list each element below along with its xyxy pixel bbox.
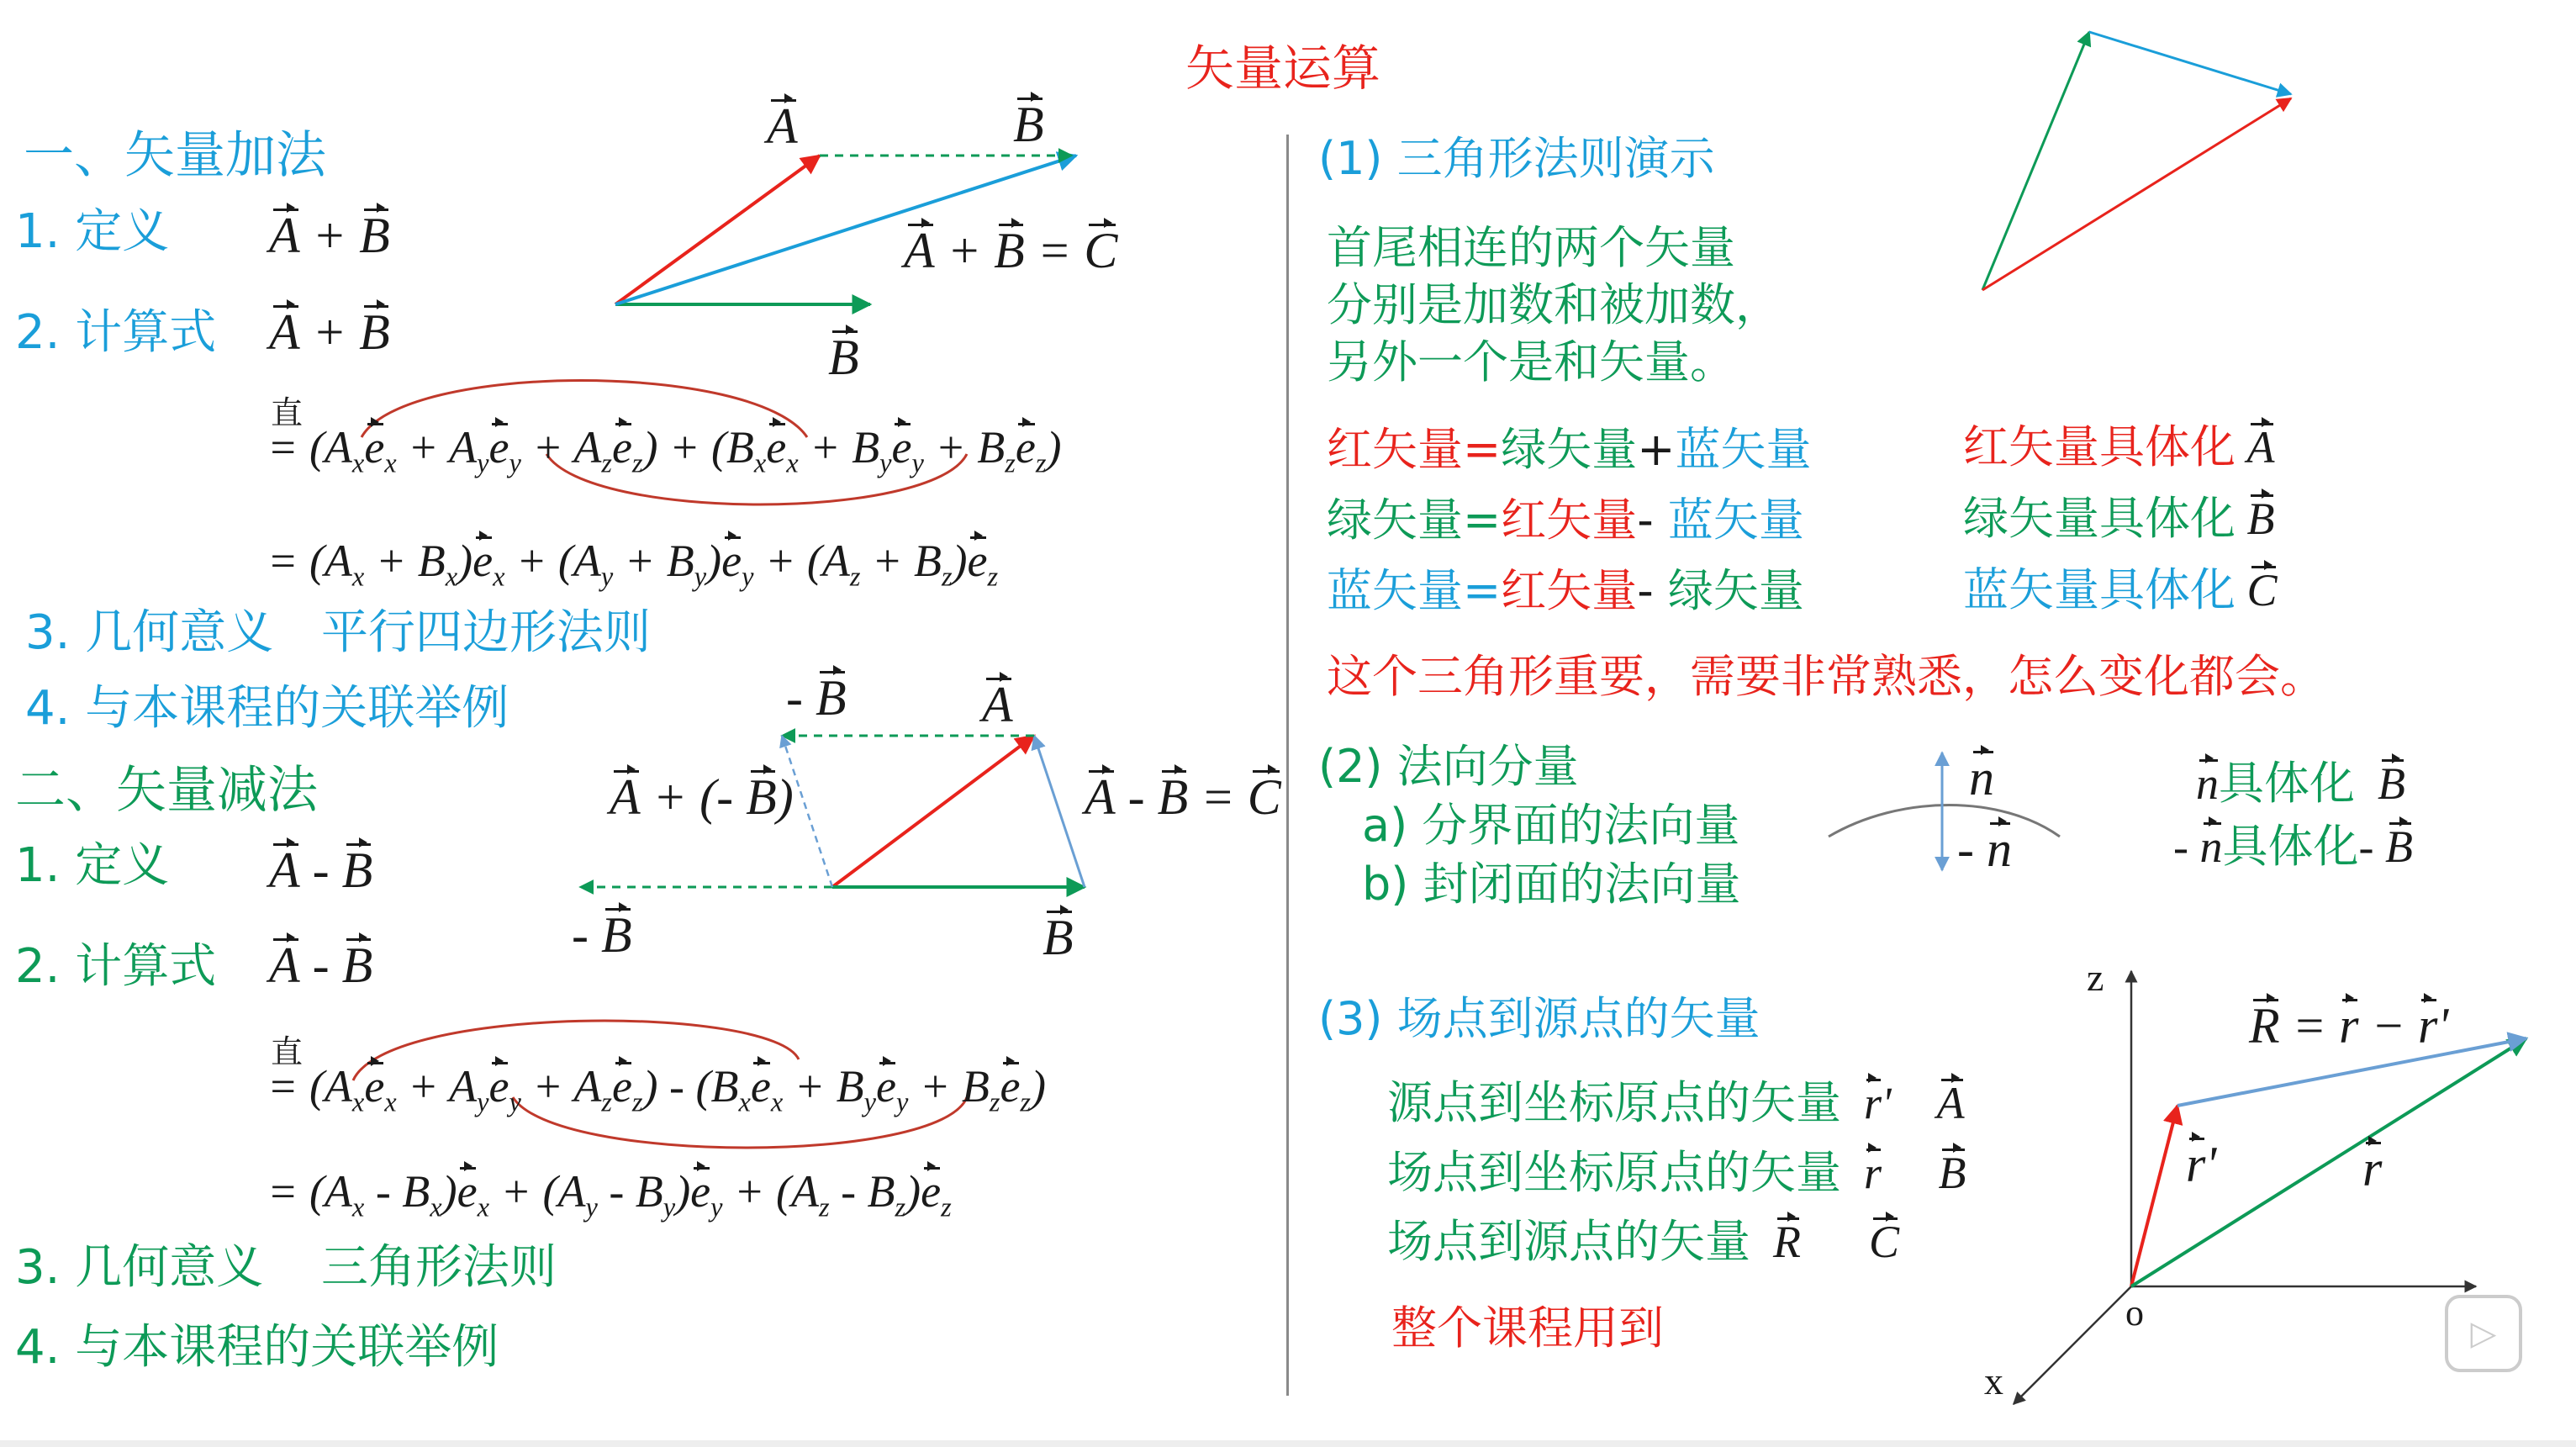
s3-footer: 整个课程用到 (1391, 1302, 1664, 1355)
x-axis (2014, 1286, 2131, 1404)
addition-calc-label: 2. 计算式 (15, 305, 217, 360)
s1-desc-line-3: 另外一个是和矢量。 (1327, 335, 1735, 388)
column-divider (1286, 135, 1289, 1396)
s1-eq-3: 蓝矢量=红矢量- 绿矢量 (1327, 564, 1804, 617)
subtraction-calc-label: 2. 计算式 (15, 939, 217, 994)
subtraction-heading: 二、矢量减法 (15, 761, 318, 820)
blue-vector (2089, 32, 2291, 94)
vector-a-arrow (615, 156, 820, 304)
surface-arc (1829, 805, 2060, 837)
expansion-line-2: = $(A_x + B_x)e_x + (A_y + B_y)e_y + (A_z + B_z)e_z$ (267, 536, 999, 593)
addition-definition-formula: A + B (269, 208, 390, 263)
subtraction-course-label: 4. 与本课程的关联举例 (15, 1320, 499, 1375)
s3-row-2: 场点到坐标原点的矢量 r B (1387, 1146, 1966, 1199)
label-a-plus-minus-b: A + (- B) (610, 769, 794, 825)
vector-a-minus-b-arrow (1034, 736, 1085, 887)
label-minus-n: - n (1957, 821, 2012, 877)
addition-definition-label: 1. 定义 (15, 204, 170, 259)
triangle-demo (1982, 32, 2291, 290)
subtraction-geo-label: 3. 几何意义 (15, 1240, 264, 1295)
label-r: r (2362, 1141, 2383, 1196)
label-a-plus-b-eq-c: A + B = C (904, 223, 1118, 278)
s1-spec-blue: 蓝矢量具体化 C (1963, 563, 2278, 616)
s2-heading: (2) 法向分量 (1318, 740, 1579, 793)
s2-item-b: b) 封闭面的法向量 (1362, 858, 1741, 911)
label-r-eq: R = r − r' (2249, 998, 2449, 1054)
addition-geo-label: 3. 几何意义 (25, 605, 274, 660)
label-b: B (1013, 97, 1044, 152)
sub-expansion-line-1: = $(A_xe_x + A_ye_y + A_ze_z) - (B_xe_x + B_ye_y + B_ze_z)$ (267, 1061, 1046, 1118)
page-title: 矢量运算 (1185, 40, 1381, 97)
subtraction-geo-value: 三角形法则 (321, 1240, 557, 1295)
subtraction-definition-label: 1. 定义 (15, 838, 170, 893)
origin-label: o (2125, 1292, 2144, 1333)
x-axis-label: x (1984, 1360, 2003, 1402)
red-vector (1982, 98, 2291, 290)
cond-note-sub: 直 (271, 1033, 304, 1070)
normal-diagram (1829, 750, 2060, 870)
label-a-minus-b-eq-c: A - B = C (1085, 769, 1281, 825)
green-vector (1982, 32, 2089, 290)
s1-desc-line-1: 首尾相连的两个矢量 (1327, 221, 1735, 274)
label-r-prime: r' (2186, 1137, 2217, 1192)
s1-heading: (1) 三角形法则演示 (1318, 132, 1715, 185)
addition-course-label: 4. 与本课程的关联举例 (25, 681, 509, 736)
s3-row-1: 源点到坐标原点的矢量 r' A (1387, 1076, 1965, 1129)
s2-item-a: a) 分界面的法向量 (1362, 799, 1740, 852)
s3-heading: (3) 场点到源点的矢量 (1318, 992, 1760, 1045)
s1-spec-red: 红矢量具体化 A (1963, 420, 2275, 473)
expansion-line-1: = $(A_xe_x + A_ye_y + A_ze_z) + (B_xe_x + B_ye_y + B_ze_z)$ (267, 422, 1062, 479)
s3-row-3: 场点到源点的矢量 R C (1387, 1215, 1900, 1268)
z-axis-label: z (2087, 956, 2104, 999)
s2-spec-2: - n具体化- B (2173, 820, 2413, 873)
s1-eq-1: 红矢量=绿矢量+蓝矢量 (1327, 423, 1812, 476)
label-minus-b-bottom: - B (572, 907, 632, 963)
sub-expansion-line-2: = $(A_x - B_x)e_x + (A_y - B_y)e_y + (A_z - B_z)e_z$ (267, 1166, 952, 1223)
label-n: n (1969, 750, 1994, 805)
addition-calc-formula: A + B (269, 304, 390, 360)
watermark-icon: ▷ (2445, 1295, 2522, 1372)
bottom-scroll-strip (0, 1440, 2576, 1447)
label-b-bottom-right: B (1043, 910, 1074, 965)
label-a-top: A (982, 677, 1013, 732)
s1-desc-line-2: 分别是加数和被加数， (1327, 278, 1781, 331)
label-b-bottom: B (828, 330, 859, 385)
addition-heading: 一、矢量加法 (24, 126, 326, 185)
s1-note: 这个三角形重要，需要非常熟悉，怎么变化都会。 (1327, 650, 2325, 703)
vector-a-arrow (832, 736, 1034, 887)
s2-spec-1: n具体化 B (2196, 757, 2405, 810)
subtraction-definition-formula: A - B (269, 842, 373, 898)
s1-eq-2: 绿矢量=红矢量- 蓝矢量 (1327, 494, 1804, 547)
cond-note: 直 (271, 394, 304, 431)
label-minus-b-top: - B (786, 670, 847, 726)
label-a: A (767, 98, 798, 154)
s1-spec-green: 绿矢量具体化 B (1963, 492, 2275, 545)
addition-geo-value: 平行四边形法则 (321, 605, 651, 660)
subtraction-calc-formula: A - B (269, 937, 373, 993)
source-vector (2131, 1106, 2177, 1286)
